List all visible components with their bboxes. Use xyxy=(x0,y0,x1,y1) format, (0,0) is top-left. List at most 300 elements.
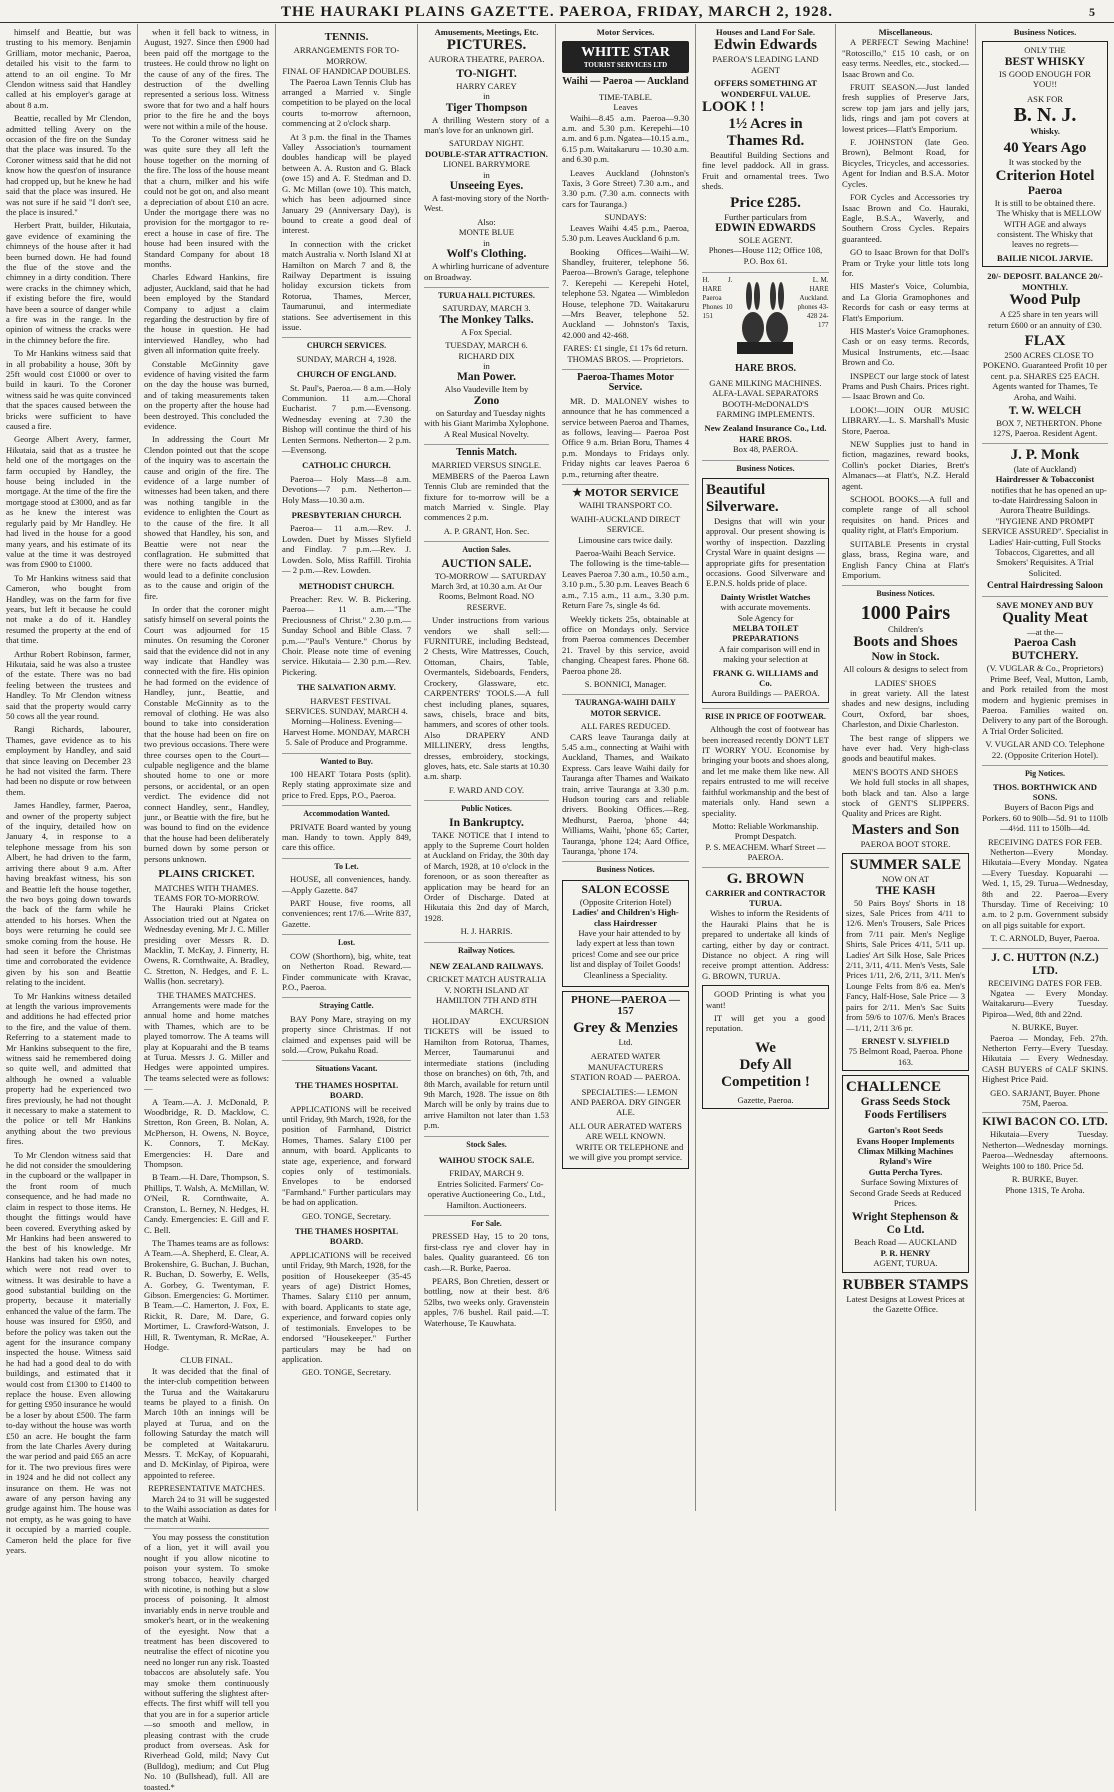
mens-body: We hold full stocks in all shapes, both black and tan. Also a large stock of GENT'S SLIPPERS. Quality and Prices are Right. xyxy=(842,777,969,819)
newspaper-title: THE HAURAKI PLAINS GAZETTE. PAEROA, FRIDAY, MARCH 2, 1928. xyxy=(280,4,834,20)
salon-ecosse-ad xyxy=(562,880,689,987)
footwear-heading: RISE IN PRICE OF FOOTWEAR. xyxy=(702,708,829,722)
story-paragraph: To Mr Hankins witness detailed at length the various improvements and additions he had effected prior to the fire, and the value of them. Referring to a statement made to Mr Hankins subsequent to the fire, witness said he remembered doing so quite well, and admitted that although he owned a valuable property had he experienced two fires previously, he had not thought it necessary to make a statement to the police or tell Mr Hankins anything about the two previous fires. xyxy=(6,990,131,1147)
stock-sale-heading: WAIHOU STOCK SALE. xyxy=(438,1154,535,1165)
classified-heading: Public Notices. xyxy=(424,800,549,814)
act-description: on Saturday and Tuesday nights with his Giant Marimba Xylophone. A Real Musical Novelty. xyxy=(424,407,549,439)
film-description: A Fox Special. xyxy=(461,326,512,337)
salon-tagline: Ladies' and Children's High-class Hairdresser xyxy=(572,907,679,928)
silverware-heading: Beautiful Silverware. xyxy=(706,481,779,515)
product-line: ALFA-LAVAL SEPARATORS xyxy=(712,388,819,399)
good-enough: IS GOOD ENOUGH FOR YOU!! xyxy=(999,68,1091,90)
hare-logo-text: HARE BROS. xyxy=(734,363,797,375)
classified-heading: Straying Cattle. xyxy=(282,997,411,1011)
limousine-text: Limousine cars twice daily. xyxy=(578,534,673,545)
colours-text: All colours & designs to select from xyxy=(843,664,968,675)
classified-heading: Business Notices. xyxy=(702,460,829,474)
film-description: A thrilling Western story of a man's love for an unknown girl. xyxy=(424,114,549,136)
paeroa-thames-heading: Paeroa-Thames Motor Service. xyxy=(562,369,689,394)
classified-ad: GO to Isaac Brown for that Doll's Pram or Tryke your little tots long for. xyxy=(842,247,969,278)
phone-text: Phone 131S, Te Aroha. xyxy=(1005,1184,1085,1195)
classified-ad: NEW Supplies just to hand in fiction, magazines, reward books, Collin's pocket Diaries, Brett's Almanacs—at Flatt's, N.Z. Herald agent. xyxy=(842,439,969,491)
story-paragraph: The Paeroa Lawn Tennis Club has arranged a Married v. Single competition to be played on the local courts to-morrow afternoon, commencing at 2 o'clock sharp. xyxy=(282,76,411,129)
classified-heading: Business Notices. xyxy=(562,861,689,875)
church-listing: Preacher: Rev. W. B. Pickering. Paeroa— 11 a.m.—"The Preciousness of Christ." 2.30 p.m.—Sunday School and Bible Class. 7 p.m.—"Paul's Venture." Chorus by Choir. Please note time of evening service. Hikutaia— 2.30 p.m.—Rev. Pickering. xyxy=(282,593,411,677)
tobacco-advertorial: You may possess the constitution of a lion, yet it will avail you nought if you allow nicotine to poison your system. To smoke strong tobacco, heavily charged with nicotine, is nothing but a slow process of poisoning. It almost invariably ends in nerve trouble and smoker's heart, or in the weakening of the eyesight. Now that a treatment has been discovered to neutralise the effect of nicotine you need no longer run any risk. Toasted tobaccos are absolutely safe. You may smoke them continuously without suffering the slightest after-effects. The first whiff will tell you that you are in for a superior article—so smooth and mellow, in pleasing contrast with the crude product from overseas. Ask for Riverhead Gold, mild; Navy Cut (Bulldog), medium; and Cut Plug No. 10 (Bullshead), full. All are toasted.* xyxy=(144,1528,269,1792)
subheading: TEAMS FOR TO-MORROW. xyxy=(153,892,260,903)
tonight-heading: TO-NIGHT. xyxy=(456,67,517,80)
classified-ad: A PERFECT Sewing Machine! "Rotoscillo," £15 10 cash, or on easy terms. Needles, etc., stocked.—Isaac Brown and Co. xyxy=(842,37,969,79)
story-paragraph: The Thames teams are as follows: A Team.—A. Shepherd, E. Clear, A. Brokenshire, G. Buchan, J. Buchan, R. Buchan, D. Sowerby, E. Wells, A. Gorbey, G. Twentyman, F. Gibson. Emergencies: G. Mortimer. B Team.—C. Hamerton, J. Fox, E. Rickit, R. Dare, M. Dare, G. Mortimer, L. Crawford-Watson, J. Hill, R. Twentyman, R. McRae, A. Hodge. xyxy=(144,1237,270,1352)
headline-plains-cricket: PLAINS CRICKET. xyxy=(158,868,255,881)
signature: GEO. TONGE, Secretary. xyxy=(301,1210,392,1221)
rubber-stamps-heading: RUBBER STAMPS xyxy=(842,1276,969,1293)
printing-line: GOOD Printing is what you want! xyxy=(706,989,825,1010)
story-paragraph: Rangi Richards, labourer, Thames, gave evidence as to his employment by Handley, and said that since leaving on December 23 he had not visited the farm. There had been no dispute or row between them. xyxy=(6,724,131,797)
hare-bros-ad xyxy=(702,272,829,358)
whisky-ad xyxy=(982,41,1108,267)
column-6-houses-land xyxy=(696,24,836,1511)
film-title: Wolf's Clothing. xyxy=(446,248,527,261)
classified-heading: Auction Sales. xyxy=(424,541,549,555)
story-paragraph: Beattie, recalled by Mr Clendon, admitted telling Avery on the occasion of the fire on the Sunday that the place was insured. To the Coroner witness said that he did not know how the quest'on of insurance had cropped up, but he knew he had said that the place was insured. He was not sure if he said "I don't see, the place is insured." xyxy=(6,113,131,217)
sale-list: 50 Pairs Boys' Shorts in 18 sizes, Sale Prices from 4/11 to 12/6. Men's Trousers, Sale Prices from 7/11 pair. Men's Neglige Shirts, Sale Prices 4/11, 5/11 up. Ladies' Art Silk Hose, Sale Prices 2/11, 3/11, 4/11. Men's Vests, Sale Prices 1/11, 2/6, 2/11, 3/11. Men's Lounge Felts from 8/6 ea. Men's Fancy, Half-Hose, Sale Price — 3 pairs for 2/11. Men's Sac Suits from 59/6 to 107/6. Men's Braces—1/11, 2/11 3/6 pr. xyxy=(846,897,965,1033)
story-paragraph: Herbert Pratt, builder, Hikutaia, gave evidence of examining the chimneys of the house after it had been burned down. He had found the flue of the stove and the chimney in a dirty condition. There were cracks in the chimney which, if existing before the fire, would have been a source of danger while a fire was in the range. In the opinion of witness the cracks were in the chimney before the fire. xyxy=(6,220,131,345)
tennis-match-heading: Tennis Match. xyxy=(424,444,549,458)
rburke-buyer: R. BURKE, Buyer. xyxy=(1011,1174,1079,1185)
stocked-text: It was stocked by the xyxy=(1008,157,1082,168)
pairs-heading: 1000 Pairs xyxy=(860,601,951,624)
classified-heading: Wanted to Buy. xyxy=(282,753,411,767)
timetable-text: Leaves Waihi 4.45 p.m., Paeroa, 5.30 p.m. Leaves Auckland 6 p.m. xyxy=(562,222,689,244)
classified-ad: LOOK!—JOIN OUR MUSIC LIBRARY.—L. S. Marshall's Music Store, Paeroa. xyxy=(842,404,969,436)
page-number: 5 xyxy=(1089,5,1096,19)
motor-service-title: MOTOR SERVICE xyxy=(584,487,679,500)
schedule-heading: TUESDAY, MARCH 6. xyxy=(445,340,528,351)
boot-store: PAEROA BOOT STORE. xyxy=(860,838,951,849)
slyfield-address: 75 Belmont Road, Paeroa. Phone 163. xyxy=(848,1046,963,1067)
wright-stephenson: Wright Stephenson & Co Ltd. xyxy=(851,1211,960,1237)
welch-body: BOX 7, NETHERTON. Phone 127S, Paeroa. Resident Agent. xyxy=(992,417,1102,439)
actor-name: HARRY CAREY xyxy=(456,80,517,91)
route-heading: Waihi — Paeroa — Auckland xyxy=(562,76,689,88)
agent-name-2: EDWIN EDWARDS xyxy=(715,222,816,235)
agent-name: Edwin Edwards xyxy=(714,37,817,54)
classified-heading: Situations Vacant. xyxy=(282,1060,411,1074)
notice-text: Entries Solicited. Farmers' Co-operative Auctioneering Co., Ltd., Hamilton. Auctioneers. xyxy=(427,1178,546,1210)
phone-number: PHONE—PAEROA —157 xyxy=(571,994,680,1017)
summer-sale-ad xyxy=(842,853,969,1071)
central-saloon: Central Hairdressing Saloon xyxy=(987,581,1103,592)
borthwick-prices: Buyers of Bacon Pigs and Porkers. 60 to 90lb—5d. 91 to 110lb—4½d. 111 to 150lb—4d. xyxy=(982,802,1108,834)
schedule-heading: SATURDAY, MARCH 3. xyxy=(442,303,531,314)
church-date: SUNDAY, MARCH 4, 1928. xyxy=(296,353,397,364)
classified-ad: F. JOHNSTON (late Geo. Brown), Belmont Road, for Bicycles, Tricycles, and accessories. Agent for Indian and B.S.A. Motor Cycles. xyxy=(842,137,969,189)
brown-sub: CARRIER and CONTRACTOR TURUA. xyxy=(705,887,826,908)
church-services-heading: CHURCH SERVICES. xyxy=(282,337,411,351)
fares-reduced: ALL FARES REDUCED. xyxy=(580,721,671,732)
slyfield-name: ERNEST V. SLYFIELD xyxy=(861,1035,950,1046)
subheading: REPRESENTATIVE MATCHES. xyxy=(148,1483,265,1494)
notice-text: MR. D. MALONEY wishes to announce that he has commenced a service between Paeroa and Thames, as follows, leaving— Paeroa Post Office 9 a.m. Brian Boru, Thames 4 p.m. Mondays to Fridays only. Friday nights car leaves Paeroa 6 p.m., returning after theatre. xyxy=(562,395,689,479)
welch-name: T. W. WELCH xyxy=(1008,404,1082,417)
henry-name: P. R. HENRY xyxy=(880,1247,931,1258)
story-paragraph: In order that the coroner might satisfy himself on several points the Court was adjourned for 15 minutes. On resuming the Coroner said that the evidence did not in any way indicate that Handley was connected with the fire. His opinion he had formed on the evidence of Handley, junr., Beattie, and Constable McGinnity as to the removal of clothing. He was also bound to take into consideration that the house had been on fire on two previous occasions. There were three courses open to the Court—culpable negligence and the blame shouted home to one or more persons, or accidental, or an open verdict. The evidence did not connect Handley, senr., Handley, junr., or Beattie with the fire, but he was bound to find on the evidence that the house had been deliberately burned down by some person or persons unknown. xyxy=(144,603,269,864)
story-paragraph: In addressing the Court Mr Clendon pointed out that the scope of the inquiry was to ascertain the cause and origin of the fire. The evidence of a large number of witnesses had been taken, and there was nothing tangible in the evidence to enlighten the Court as to the cause of the fire. It all showed that Handley, his son, and Beattie were not near the conflagration. He submitted that there were no facts adduced that would lead to a definite conclusion as to the cause and origin of the fire. xyxy=(144,434,269,601)
salon-location: (Opposite Criterion Hotel) xyxy=(579,896,672,907)
proprietors: THOMAS BROS. — Proprietors. xyxy=(567,353,684,364)
actor-name: MONTE BLUE xyxy=(458,227,515,238)
story-paragraph: At 3 p.m. the final in the Thames Valley Association's tournament doubles handicap will be played between A. A. Ruston and G. Black (owe 15) and A. F. Stedman and D. G. Mc Millan (owe 10). This match, which has been adjourned since January 29 (Anniversary Day), is bound to create a good deal of interest. xyxy=(282,131,411,236)
defy-text: Defy All xyxy=(739,1056,792,1073)
story-paragraph: To Mr Hankins witness said that in all probability a house, 30ft by 25ft would cost £1000 or over to build in kauri. To the Coroner witness said he was quite convinced that the spaces caused between the bricks were sufficient to have caused a fire. xyxy=(6,348,131,432)
childrens-text: Children's xyxy=(888,623,923,634)
fares-text: FARES: £1 single, £1 17s 6d return. xyxy=(563,343,688,354)
section-heading: Houses and Land For Sale. xyxy=(716,27,815,37)
paeroa-text: Paeroa xyxy=(1027,184,1063,197)
offer-text: OFFERS SOMETHING AT WONDERFUL VALUE. xyxy=(714,78,817,99)
company-suffix: Ltd. xyxy=(618,1036,633,1047)
classified-ad: INSPECT our large stock of latest Prams and Push Chairs. Prices right. — Isaac Brown and Co. xyxy=(842,370,969,402)
grey-menzies-ad xyxy=(562,991,689,1169)
tauranga-waihi-heading: TAURANGA-WAIHI DAILY MOTOR SERVICE. xyxy=(562,694,689,719)
classified-ad: HOUSE, all conveniences, handy.—Apply Gazette. 847 xyxy=(282,874,411,895)
classified-ad: SCHOOL BOOKS.—A full and complete range of all school requisites on hand. Prices and quality right, at Flatt's Emporium. xyxy=(842,494,969,536)
product-line: Gutta Percha Tyres. xyxy=(868,1166,943,1177)
vuglar-contact: V. VUGLAR AND CO. Telephone 22. (Opposite Criterion Hotel). xyxy=(985,739,1105,760)
hospital-board-heading: THE THAMES HOSPITAL BOARD. xyxy=(294,1079,399,1101)
column-2 xyxy=(138,24,276,1792)
actor-name: RICHARD DIX xyxy=(458,350,515,361)
butchery-name: Paeroa Cash BUTCHERY. xyxy=(1011,637,1079,663)
story-paragraph: Arthur Robert Robinson, farmer, Hikutaia, said he was also a trustee of the estate. There was no bad feeling between the trustees and Handley. To Mr Clendon witness said that the property would carry 50 cows all the year round. xyxy=(6,648,131,721)
product-line: GANE MILKING MACHINES. xyxy=(709,377,822,388)
story-paragraph: To Mr Hankins witness said that Cameron, who bought from Handley, was on the farm for five years, but left it because he could not make a do of it. Handley resumed the property at the end of that time. xyxy=(6,572,131,646)
column-3 xyxy=(276,24,418,1511)
in-text: in xyxy=(483,91,490,102)
film-title: Man Power. xyxy=(457,371,516,384)
subheading: THE THAMES MATCHES. xyxy=(157,989,256,1000)
notice-text: TAKE NOTICE that I intend to apply to the Supreme Court holden at Auckland on Friday, the 30th day of March, 1928, at 10 o'clock in the forenoon, or as soon thereafter as application may be heard for an Order of Discharge. Dated at Hikutaia this 2nd day of March, 1928. xyxy=(424,829,549,923)
vaudeville-text: Also Vaudeville Item by xyxy=(444,384,529,395)
married-single-heading: MARRIED VERSUS SINGLE. xyxy=(431,460,542,471)
in-stock: Now in Stock. xyxy=(871,651,940,664)
story-paragraph: George Albert Avery, farmer, Hikutaia, said that as a trustee he held one of the mortgages on the farm occupied by Handley, the house being included in the mortgage. At the time of the fire the mortgage stood at £3000, and as far as he knew the interest was regularly paid by Mr Handley. He had lived in the house for a good many years, and his estimate of its value at the time it was destroyed was from £900 to £1000. xyxy=(6,434,131,570)
story-paragraph: March 24 to 31 will be suggested to the Waihi association as dates for the match at Waihi. xyxy=(144,1493,269,1525)
classified-ad: PEARS, Bon Chretien, dessert or bottling, now at their best. 8/6 52lbs, two weeks only. Gravenstein apples, 7/6 bushel. Rail paid.—T. Waterhouse, Te Kauwhata. xyxy=(424,1276,549,1328)
in-text: in xyxy=(483,237,490,248)
classified-ad: HIS Master's Voice Gramophones. Cash or on easy terms. Records, Musical Instruments, etc.—Isaac Brown and Co. xyxy=(842,325,969,368)
kiwi-dates: Hikutaia—Every Tuesday. Netherton—Wednesday mornings. Paeroa—Wednesday afternoons. Weights 100 to 180. Price 5d. xyxy=(982,1129,1108,1171)
printing-ad xyxy=(702,985,829,1109)
mens-heading: MEN'S BOOTS AND SHOES xyxy=(852,766,959,777)
notice-text: Weekly tickets 25s, obtainable at office on Mondays only. Service from Paeroa commences December 21. Travel by this service, avoid changing. Cheapest fares. Phone 68. Paeroa phone 28. xyxy=(562,613,689,676)
double-star-heading: DOUBLE-STAR ATTRACTION. xyxy=(425,148,548,159)
classified-ad: HIS Master's Voice, Columbia, and La Gloria Gramophones and Records for cash or easy terms at Flatt's Emporium. xyxy=(842,281,969,323)
agent-turua: AGENT, TURUA. xyxy=(873,1258,938,1269)
silverware-ad xyxy=(702,478,829,703)
classified-ad: APPLICATIONS will be received until Friday, 9th March, 1928, for the position of Farmhand, District Homes, Thames. Salary £100 per annum, with board. Applicants to state age, experience, and forward copies only of testimonials. Envelopes to be endorsed "Farmhand." Further particulars may be had on application. xyxy=(282,1103,411,1208)
booking-offices: Booking Offices—Waihi—W. Shandley, fruiterer, telephone 56. Paeroa—Brown's Garage, telephone 7. Kerepehi — Kerepehi Hotel, telephone 53. Ngatea — Wimbledon House, telephone 7D. Waitakaruru—Mrs Beaver, telephone 52. Auckland — Johnston's Taxis, 42.000 and 42-468. xyxy=(562,246,689,340)
best-whisky: BEST WHISKY xyxy=(1004,55,1086,68)
story-paragraph: To Mr Clendon witness said that he did not consider the smouldering in the cupboard or the wallpaper in the front room of much consequence, and he had made no claim in respect to those items. He thought the fittings would have been covered. Everything asked by Mr Hankins had been answered to the best of his knowledge. Mr Hankins had taken his own notes, which were not read over to witness. It was desirable to have a good substantial building on the property, because it materially enhanced the value of the farm. The house was insured for £950, and before the policy was taken out the agent for the insurance company inspected the house. Witness said he had had a good deal to do with buildings, and estimated that it would cost from £1300 to £1400 to replace the house. Even allowing for getting £950 insurance he would be a loser by about £500. The farm to-day without the house was worth £50 an acre. He bought the farm from the late Charles Avery during the war period and paid £65 an acre for it. The two previous fires were in 1924 and he did not collect any insurance on them. He was not aware of any person having any grudge against him. The house was not empty, as he was going to have it occupied by a married couple. Cameron held the place for five years. xyxy=(6,1149,131,1556)
challenge-heading: CHALLENCE xyxy=(846,1079,942,1096)
aerated-heading: AERATED WATER MANUFACTURERS xyxy=(587,1051,664,1072)
hare-bros-name: HARE BROS. xyxy=(739,433,792,444)
story-paragraph: Charles Edward Hankins, fire adjuster, Auckland, said that he had been employed by the Standard Company to adjust a claim regarding the destruction by fire of the house in question. He had interviewed Handley, who had given all information quite freely. xyxy=(144,272,269,356)
only-text: ONLY THE xyxy=(1024,45,1066,56)
classified-heading: Pig Notices. xyxy=(982,765,1108,779)
hare-paeroa-contact: H. J. HARE Paeroa Phones 10 151 xyxy=(702,276,733,321)
challenge-ad xyxy=(842,1075,969,1272)
story-paragraph: himself and Beattie, but was trusting to his memory. Benjamin Grilliam, motor mechanic, Paeroa, detailed his visit to the farm to attend to an oil engine. To Mr Clendon witness said that Handley called at his employer's garage at about 8 a.m. xyxy=(6,27,131,110)
comparison-text: A fair comparison will end in making your selection at xyxy=(719,643,820,665)
church-listing: HARVEST FESTIVAL SERVICES. SUNDAY, MARCH 4. Morning—Holiness. Evening—Harvest Home. MONDAY, MARCH 5. Sale of Produce and Programme. xyxy=(283,695,410,748)
classified-heading: Business Notices. xyxy=(842,585,969,599)
logo-subtext: TOURIST SERVICES LTD xyxy=(583,61,668,70)
section-heading: Miscellaneous. xyxy=(878,27,933,37)
mellow-text: The Whisky that is MELLOW WITH AGE and always consistent. The Whisky that leaves no regrets— xyxy=(996,208,1102,250)
star-icon: ★ xyxy=(572,487,585,500)
silverware-body: Designs that will win your approval. Our present showing is worthy of inspection. Dazzling Crystal Ware in quaint designs — appropriate gifts for presentation occasions. Good Silverware and E.P.N.S. holds pride of place. xyxy=(706,515,825,589)
story-paragraph: In connection with the cricket match Australia v. North Island XI at Hamilton on March 7 and 8, the Railway Department is issuing holiday excursion tickets from Rotorua, Thames, Mercer, Taumarunui, and intermediate stations. See advertisement in this issue. xyxy=(282,238,411,332)
auctioneer-name: F. WARD AND COY. xyxy=(448,784,525,795)
classified-ad: APPLICATIONS will be received until Friday, 9th March, 1928, for the position of Housekeeper (35-45 years of age) District Homes, Thames. Salary £110 per annum, with board. Applicants to state age, experience, and forward copies only of testimonials. Envelopes to be endorsed "Housekeeper." Further particulars may be had on application. xyxy=(282,1249,411,1364)
company-name: Grey & Menzies xyxy=(573,1019,678,1036)
wood-pulp-heading: Wood Pulp xyxy=(1009,292,1081,309)
tagline: ALL OUR AERATED WATERS ARE WELL KNOWN. xyxy=(569,1120,682,1142)
phones: Phones—House 112; Office 108, P.O. Box 61. xyxy=(708,245,823,266)
classified-ad: PRIVATE Board wanted by young man. Handy to town. Apply 849, care this office. xyxy=(282,821,411,853)
ladies-heading: LADIES' SHOES xyxy=(874,677,937,688)
timetable-text: The following is the time-table— Leaves Paeroa 7.30 a.m., 10.50 a.m., 3.10 p.m., 5.30 p.m. Leaves Beach 6 a.m., 7.15 a.m., 11 a.m., 3.30 p.m. Return Fare 7s, single 4s 6d. xyxy=(562,558,689,611)
beach-road: Beach Road — AUCKLAND xyxy=(854,1237,957,1248)
monk-name: J. P. Monk xyxy=(982,443,1108,464)
timetable-text: Waihi—8.45 a.m. Paeroa—9.30 a.m. and 5.30 p.m. Kerepehi—10 a.m. and 6 p.m. Ngatea—10.15 a.m., 6.15 p.m. Waitakaruru — 10.30 a.m. and 6.30 p.m. xyxy=(562,112,689,165)
flax-body: 2500 ACRES CLOSE TO POKENO. Guaranteed Profit 10 per cent. p.a. SHARES £25 EACH. Agents wanted for Thames, Te Aroha, and Waihi. xyxy=(982,349,1108,402)
still-text: It is still to be obtained there. xyxy=(994,197,1096,208)
receiving-heading: RECEIVING DATES FOR FEB. xyxy=(987,977,1103,988)
classified-ad: FRUIT SEASON.—Just landed fresh supplies of Preserve Jars, screw top jam jars and jelly jars, lids, rings and jam pot covers at lowest prices—Flatt's Emporium. xyxy=(842,82,969,134)
further-text: Further particulars from xyxy=(724,211,807,222)
story-paragraph: Constable McGinnity gave evidence of having visited the farm on the day the house was burned, and of taking measurements taken on the property after the house had been destroyed. This concluded the evidence. xyxy=(144,358,269,432)
theatre-name: AURORA THEATRE, PAEROA. xyxy=(428,54,545,65)
williams-name: FRANK G. WILLIAMS and Co. xyxy=(712,667,819,689)
church-heading: METHODIST CHURCH. xyxy=(298,580,395,591)
auction-sale-heading: AUCTION SALE. xyxy=(441,557,532,570)
story-paragraph: when it fell back to witness, in August, 1927. Since then £900 had been paid off the mortgage to the trustees. He could throw no light on the cause of any of the fires. The destruction of the dwelling represented a serious loss. Witness swore that for two and a half hours prior to the fire he and the boys were not within a mile of the house. xyxy=(144,27,269,131)
product-line: Ryland's Wire xyxy=(879,1156,932,1167)
competition-text: Competition ! xyxy=(721,1073,810,1090)
sundays-heading: SUNDAYS: xyxy=(604,212,647,223)
also-text: Also: xyxy=(477,216,496,227)
wood-pulp-body: A £25 share in ten years will return £600 or an annuity of £30. xyxy=(988,309,1102,330)
schedule-heading: SATURDAY NIGHT. xyxy=(448,138,525,149)
column-5-motor-services xyxy=(556,24,696,1511)
classified-ad: FOR Cycles and Accessories try Isaac Brown and Co. Hauraki, Eagle, B.S.A., Waverly, and Southern Cross Cycles. Repairs guaranteed. xyxy=(842,192,969,244)
quality-meat: Quality Meat xyxy=(1002,610,1088,627)
motto: Motto: Reliable Workmanship. Prompt Despatch. xyxy=(712,820,819,842)
classified-ad: PRESSED Hay, 15 to 20 tons, first-class rye and clover hay in bales. Quality guaranteed. £6 ton cash.—R. Burke, Paeroa. xyxy=(424,1231,549,1273)
melba-text: MELBA TOILET PREPARATIONS xyxy=(732,623,799,644)
rubber-stamps-body: Latest Designs at Lowest Prices at the Gazette Office. xyxy=(846,1293,965,1314)
classified-heading: For Sale. xyxy=(424,1215,549,1229)
product-line: FARMING IMPLEMENTS. xyxy=(716,408,815,419)
acres-heading: 1½ Acres in Thames Rd. xyxy=(726,116,805,150)
timetable-text: Leaves Auckland (Johnston's Taxis, 3 Gore Street) 7.30 a.m., and 3.30 p.m. (7.30 a.m. connects with cars for Tauranga.) xyxy=(562,167,689,209)
meachem-address: P. S. MEACHEM. Wharf Street — PAEROA. xyxy=(705,841,826,863)
slippers-text: The best range of slippers we have ever had. Very high-class goods and beautiful makes. xyxy=(842,732,969,764)
ask-for: ASK FOR xyxy=(1026,93,1064,104)
film-title: Tiger Thompson xyxy=(445,101,528,114)
now-on: NOW ON AT xyxy=(881,874,930,885)
hare-bros-box: Box 48, PAEROA. xyxy=(732,444,799,455)
story-paragraph: To the Coroner witness said he was quite sure they all left the house together on the morning of the fire. The loss of the house meant that a churn, milker and his wife could not be got on, and also meant a depreciation of about £10 an acre. Under the mortgage there was no provision for the mortgagor to re-erect a house in case of fire. The house had been insured with the Standard Company for about 18 months. xyxy=(144,134,269,269)
classified-ad: COW (Shorthorn), big, white, teat on Netherton Road. Reward.—Finder communicate with Kravac, P.O., Paeroa. xyxy=(282,950,411,992)
story-paragraph: James Handley, farmer, Paeroa, and owner of the property subject of the inquiry, detailed how on January 4, in response to a telephone message from his son Albert, he had driven to the farm, arriving there about 9 a.m. After having breakfast witness, his son and Beattie left the house together, the two boys going down towards the back of the farm while he attended to his horses. When the boys were returning he could see smoke coming from the house. He had seen it before the Christmas time and corroborated the evidence given by his son and Beattie relating to the incident. xyxy=(6,800,131,988)
classified-ad: PART House, five rooms, all conveniences; rent 17/6.—Write 837, Gazette. xyxy=(282,898,411,929)
price: Price £285. xyxy=(730,194,801,211)
kash-name: THE KASH xyxy=(875,884,936,897)
direct-service-heading: WAIHI-AUCKLAND DIRECT SERVICE. xyxy=(570,513,681,535)
film-description: A fast-moving story of the North-West. xyxy=(424,193,549,214)
specialties: SPECIALTIES:— LEMON AND PAEROA. DRY GINGER ALE. xyxy=(570,1086,681,1118)
product-line: Garton's Root Seeds xyxy=(868,1125,943,1136)
monk-body: notifies that he has opened an up-to-date Hairdressing Saloon in Aurora Theatre Buildings. "HYGIENE AND PROMPT SERVICE ASSURED". Specialist in Ladies' Hair-cutting, Full Stocks Tobaccos, Cigarettes, and all Smokers' Requisites. A Trial Solicited. xyxy=(982,484,1109,578)
turua-pictures-heading: TURUA HALL PICTURES. xyxy=(424,287,549,301)
grass-seeds: Grass Seeds Stock Foods Fertilisers xyxy=(860,1096,951,1122)
column-1-inquest-story xyxy=(0,24,138,1556)
story-paragraph: It was decided that the final of the inter-club competition between the Turua and the Waitakaruru teams be played to a finish. On March 10th an innings will be played at Turua, and on the following Saturday the match will be completed at Waitakaruru. Messrs. T. McKay, of Kopuarahi, and D. McKinlay, of Pipiroa, were appointed to referee. xyxy=(144,1365,269,1480)
auction-list: Under instructions from various vendors we shall sell:— FURNITURE, including Bedstead, 2 Chests, Wire Mattresses, Couch, Ottoman, Chairs, Table, Overmantels, Sideboards, Fenders, Crockery, Glassware, etc. CARPENTERS' TOOLS.—A full chest including planes, squares, saws, chisels, brace and bits, hammers, and scores of other tools. Also DRAPERY AND MILLINERY, dress lengths, dresses, embroidery, stockings, gloves, hats, etc. Sale starts at 10.30 a.m. sharp. xyxy=(424,615,549,782)
classified-ad: 100 HEART Totara Posts (split). Reply stating approximate size and price to Fred. Epps, P.O., Paeroa. xyxy=(282,769,411,800)
in-text: in xyxy=(483,169,490,180)
receiving-heading: RECEIVING DATES FOR FEB. xyxy=(987,836,1103,847)
at-the: —at the— xyxy=(1026,627,1064,638)
hares-logo-icon xyxy=(733,276,797,356)
section-heading: Motor Services. xyxy=(596,27,655,37)
product-line: Climax Milking Machines xyxy=(857,1145,954,1156)
hutton-name: J. C. HUTTON (N.Z.) LTD. xyxy=(982,948,1108,978)
forty-years: 40 Years Ago xyxy=(1003,140,1087,157)
classified-heading: Lost. xyxy=(282,934,411,948)
section-heading: Business Notices. xyxy=(1013,27,1077,37)
church-heading: PRESBYTERIAN CHURCH. xyxy=(291,510,402,521)
burke-buyer: N. BURKE, Buyer. xyxy=(1011,1022,1079,1033)
footwear-body: Although the cost of footwear has been increased recently DON'T LET IT WORRY YOU. Economise by bringing your boots and shoes along, and let me make them like new. All repairs entrusted to me will receive faithful workmanship and the best of materials only. Hand sewn a speciality. xyxy=(702,724,829,818)
signature: H. J. HARRIS. xyxy=(460,926,513,937)
criterion-hotel: Criterion Hotel xyxy=(995,167,1095,184)
save-money: SAVE MONEY AND BUY xyxy=(982,596,1108,610)
signature: GEO. TONGE, Secretary. xyxy=(301,1367,392,1378)
notice-text: CARS leave Tauranga daily at 5.45 a.m., connecting at Waihi with Auckland, Thames, and Waikato Express. Cars leave Waihi daily for Tauranga after Thames and Waikato train, arrive Tauranga at 3.30 p.m. Hudson touring cars and reliable drivers. Booking Offices.—Reg. Medhurst, Paeroa, 'phone 44; Williams, Waihi, 'phone 65; Carter, Tauranga, 'phone 124; Aard Office, Tauranga, 'phone 174. xyxy=(562,731,689,857)
manager-name: S. BONNICI, Manager. xyxy=(584,678,667,689)
subheading: CLUB FINAL. xyxy=(180,1355,233,1366)
we-text: We xyxy=(755,1039,776,1056)
classified-heading: Railway Notices. xyxy=(424,942,549,956)
hospital-board-heading: THE THAMES HOSPITAL BOARD. xyxy=(294,1226,399,1247)
watches-sub: with accurate movements. xyxy=(720,602,811,613)
look-text: LOOK ! ! xyxy=(702,99,765,116)
brown-name: G. BROWN xyxy=(702,867,829,888)
watches-heading: Dainty Wristlet Watches xyxy=(720,591,811,602)
act-name: Zono xyxy=(473,394,500,407)
printing-line: IT will get you a good reputation. xyxy=(706,1013,825,1034)
meat-body: Prime Beef, Veal, Mutton, Lamb, and Pork retailed from the most modern and hygienic premises in Paeroa. Families waited on. Delivery to any part of the Borough. A Trial Order Solicited. xyxy=(982,673,1108,736)
address: STATION ROAD — PAEROA. xyxy=(570,1072,681,1083)
classified-heading: Accommodation Wanted. xyxy=(282,805,411,819)
subheading: FINAL OF HANDICAP DOUBLES. xyxy=(282,66,411,77)
classified-ad: BAY Pony Mare, straying on my property since Christmas. If not claimed and expenses paid will be sold.—Crow, Pukahu Road. xyxy=(282,1013,411,1055)
section-heading: Amusements, Meetings, Etc. xyxy=(434,27,539,37)
classified-heading: To Let. xyxy=(282,858,411,872)
story-paragraph: A Team.—A. J. McDonald, P. Woodbridge, R. D. Macklow, C. Stretton, Ron Green, B. Nolan, A. McPherson, H. Owens, N. Boyce, K. Connors, T. McKay. Emergencies: H. Dare and Thompson. xyxy=(144,1096,269,1170)
sole-agent: SOLE AGENT. xyxy=(738,235,793,246)
insurance-line: New Zealand Insurance Co., Ltd. xyxy=(704,423,827,434)
classified-ad: SUITABLE Presents in crystal glass, brass, Regina ware, and English Fancy China at Flatt's Emporium. xyxy=(842,538,969,580)
subheading: MATCHES WITH THAMES. xyxy=(154,882,259,893)
notice-text: HOLIDAY EXCURSION TICKETS will be issued to Hamilton from Rotorua, Thames, Mercer, Taumarunui and intermediate stations (including those on branches) on 6th, 7th, and 8th March, available for return until 9th March, 1928. The issue on 8th March will be only by trains due to arrive Hamilton not later than 1.53 p.m. xyxy=(424,1016,549,1131)
ladies-body: in great variety. All the latest shades and new designs, including Court, Oxford, bar shoes, Charleston, and Dixie Charleston. xyxy=(842,687,969,730)
salon-body: Have your hair attended to by lady expert at less than town prices! Come and see our price list and display of Toilet Goods! Cleanliness a Speciality. xyxy=(570,928,681,980)
sarjant-buyer: GEO. SARJANT, Buyer. Phone 75M, Paeroa. xyxy=(990,1087,1100,1109)
gazette-name: Gazette, Paeroa. xyxy=(737,1094,794,1105)
church-heading: THE SALVATION ARMY. xyxy=(297,682,396,693)
bnj-brand: B. N. J. xyxy=(1013,104,1077,127)
property-description: Beautiful Building Sections and fine level paddock. All in grass. Fruit and ornamental trees. Two sheds. xyxy=(702,150,829,192)
story-paragraph: Arrangements were made for the annual home and home matches with Thames, which are to be played tomorrow. The A teams will play at Kopuarahi and the B teams at Turua. Messrs J. G. Miller and Hedges were appointed umpires. The teams selected were as follows:— xyxy=(144,999,269,1094)
monk-heading: Hairdresser & Tobacconist xyxy=(995,474,1095,485)
classified-heading: Stock Sales. xyxy=(424,1136,549,1150)
bankruptcy-heading: In Bankruptcy. xyxy=(449,816,524,829)
product-line: Evans Hooper Implements xyxy=(856,1135,955,1146)
vuglar-proprietors: (V. VUGLAR & Co., Proprietors) xyxy=(986,663,1104,674)
contact-line: WRITE OR TELEPHONE and we will give you prompt service. xyxy=(568,1141,684,1162)
brown-body: Wishes to inform the Residents of the Hauraki Plains that he is prepared to undertake all kinds of carting, either by day or contract. Distance no object. A ring will receive prompt attention. Address: G. BROWN, TURUA. xyxy=(702,908,829,981)
white-star-logo xyxy=(562,41,689,73)
motor-service-heading xyxy=(562,484,689,498)
arnold-buyer: T. C. ARNOLD, Buyer, Paeroa. xyxy=(990,933,1100,944)
deposit-text: 20/- DEPOSIT. BALANCE 20/- MONTHLY. xyxy=(987,271,1103,292)
notice-text: MEMBERS of the Paeroa Lawn Tennis Club are reminded that the fixture for to-morrow will be a match Married v. Single. Play commences 2 p.m. xyxy=(424,470,549,523)
whisky-word: Whisky. xyxy=(1030,126,1060,137)
church-listing: Paeroa— 11 a.m.—Rev. J. Lowden. Duet by Misses Slyfield and Findlay. 7 p.m.—Rev. J. Lowden. Solo, Miss Raffill. Tirohia— 2 p.m.—Rev. Lowden. xyxy=(282,523,411,576)
column-4-amusements xyxy=(418,24,556,1511)
williams-address: Aurora Buildings — PAEROA. xyxy=(711,688,820,699)
sale-date: FRIDAY, MARCH 9. xyxy=(449,1168,524,1179)
railways-heading: NEW ZEALAND RAILWAYS. xyxy=(429,961,544,972)
agent-tagline: PAEROA'S LEADING LAND AGENT xyxy=(712,54,819,75)
masthead xyxy=(0,0,1114,23)
kiwi-bacon-name: KIWI BACON CO. LTD. xyxy=(982,1112,1108,1129)
beach-service-heading: Paeroa-Waihi Beach Service. xyxy=(575,548,676,559)
columns xyxy=(0,24,1114,1792)
auction-details: TO-MORROW — SATURDAY March 3rd, at 10.30 a.m. At Our Rooms, Belmont Road. NO RESERVE. xyxy=(431,570,547,612)
agency-text: Sole Agency for xyxy=(737,612,794,623)
timetable-heading: TIME-TABLE. xyxy=(598,91,652,102)
borthwick-name: THOS. BORTHWICK AND SONS. xyxy=(992,781,1098,802)
story-paragraph: B Team.—H. Dare, Thompson, S. Phillips, T. Walsh, A. McMillan, W. O'Neil, R. Cornthwaite, A. Cranston, L. Berney, N. Hedges, H. Candy. Emergencies: E. Gill and F. C. Bell. xyxy=(144,1172,269,1235)
film-title: The Monkey Talks. xyxy=(439,313,534,326)
church-listing: Paeroa— Holy Mass—8 a.m. Devotions—7 p.m. Netherton— Holy Mass—10.30 a.m. xyxy=(282,473,411,505)
in-text: in xyxy=(483,360,490,371)
bailie-brand: BAILIE NICOL JARVIE. xyxy=(997,252,1093,263)
column-7-miscellaneous xyxy=(836,24,976,1511)
cricket-excursion-heading: CRICKET MATCH AUSTRALIA V. NORTH ISLAND AT HAMILTON 7TH AND 8TH MARCH. xyxy=(426,974,547,1016)
actor-name: LIONEL BARRYMORE xyxy=(443,159,530,170)
church-heading: CHURCH OF ENGLAND. xyxy=(296,369,397,380)
flax-heading: FLAX xyxy=(1024,332,1066,349)
